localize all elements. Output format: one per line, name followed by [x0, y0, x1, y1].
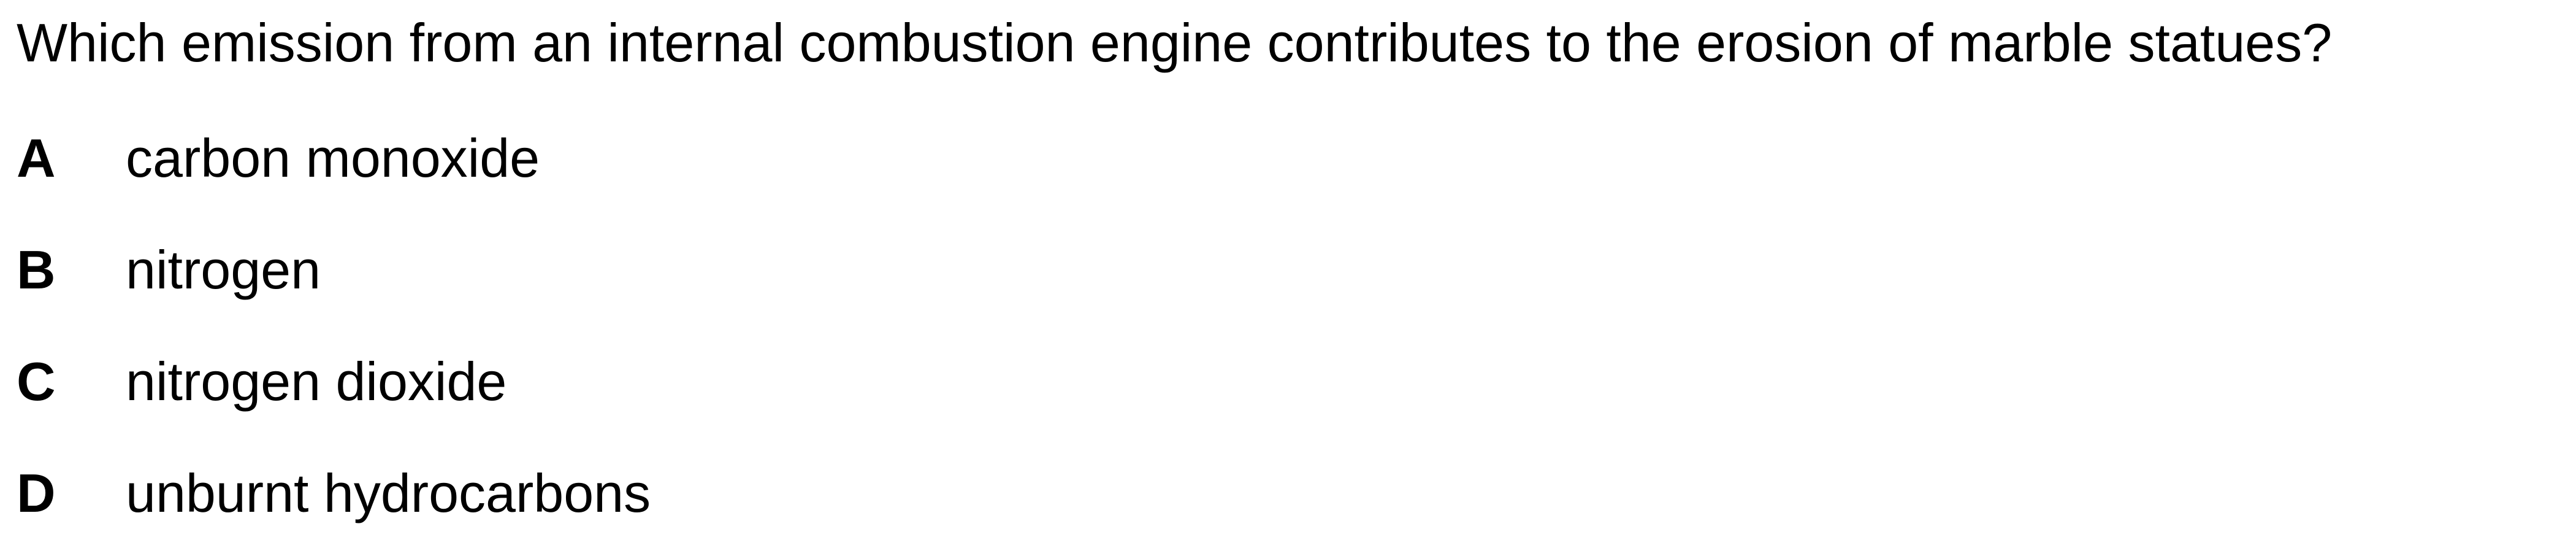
option-a[interactable]	[17, 122, 2561, 195]
option-letter: D	[17, 463, 56, 523]
option-text: nitrogen	[126, 239, 321, 300]
option-text: unburnt hydrocarbons	[126, 463, 651, 523]
option-letter: C	[17, 351, 56, 412]
option-c[interactable]	[17, 345, 2561, 419]
option-letter: B	[17, 239, 56, 300]
option-b[interactable]	[17, 233, 2561, 307]
question-text: Which emission from an internal combustion engine contributes to the erosion of marble statues?	[17, 12, 2333, 73]
option-letter: A	[17, 128, 56, 188]
option-text: nitrogen dioxide	[126, 351, 507, 412]
option-text: carbon monoxide	[126, 128, 540, 188]
option-d[interactable]	[17, 457, 2561, 530]
answer-options	[17, 122, 2561, 530]
